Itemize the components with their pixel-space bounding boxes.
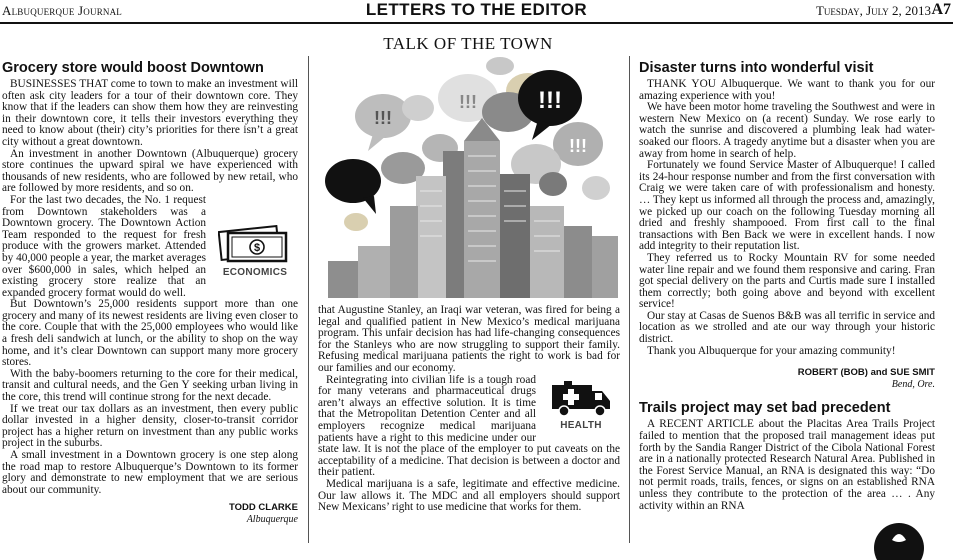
right-location: Bend, Ore.: [891, 378, 935, 390]
downtown-illustration: [318, 56, 620, 298]
right-signature: ROBERT (BOB) and SUE SMIT: [797, 367, 935, 379]
paragraph: A small investment in a Downtown grocery is one step along the road map to restore Albuquerque’s Downtown to its former glory and demonstrate to new employment that we are serious about our community.: [2, 449, 298, 496]
paragraph: If we treat our tax dollars as an investment, then every public dollar invested in a higher density, closer-to-transit corridor project has a higher return on investment than any public works project in the suburbs.: [2, 402, 298, 450]
paragraph: Thank you Albuquerque for your amazing community!: [647, 344, 896, 357]
section-title: LETTERS TO THE EDITOR: [365, 0, 588, 19]
svg-text:$: $: [253, 241, 261, 254]
bubble-exclaim: !!!: [569, 136, 587, 156]
paragraph: A RECENT ARTICLE about the Placitas Area Trails Project failed to mention that the proposed trail management ideas put forth by the Sandia Ranger District of the Cibola National Forest are in a nationally protected Research Natural Area. Published in the Forest Service Manual, an RNA is designated this way: “Do not permit roads, trails, fences, or signs on an established RNA unless they contribute to the protection of the area … . Any activity within an RNA: [639, 418, 935, 512]
bubble-exclaim: !!!: [538, 87, 562, 114]
health-label: HEALTH: [560, 420, 602, 432]
leaf-icon: [874, 520, 924, 560]
paragraph: Our stay at Casas de Suenos B&B was all terrific in service and location as we strolled and ate our way through your historic district.: [639, 309, 935, 346]
page-number: A7: [931, 1, 951, 18]
paragraph: We have been motor home traveling the Southwest and were in western New Mexico on (a recent) Sunday. We rose early to watch the sunrise and discovered a plumbing leak had water-soaked our floors. A tragedy anytime but a disaster when you are away from home in search of help.: [639, 101, 935, 160]
economics-badge: [212, 225, 298, 278]
issue-date: Tuesday, July 2, 2013: [815, 3, 931, 18]
bubble-exclaim: !!!: [459, 92, 477, 112]
right-column: [639, 60, 935, 512]
column-divider: [308, 56, 309, 543]
paragraph: With the baby-boomers returning to the core for their medical, transit and cultural needs, and the Gen Y seeking urban living in the core, this trend will continue strong for the next decade.: [2, 367, 298, 404]
bubble-exclaim: !!!: [374, 108, 392, 128]
left-signature: TODD CLARKE: [229, 502, 298, 514]
paragraph: Reintegrating into civilian life is a tough road for many veterans and pharmaceutical drugs aren’t always an effective solution. It is time that the Metropolitan Detention Center and all employers recognize medical marijuana patients have a right to this medicine under our state law. It is not the place of the employer to put caveats on the acceptability of a medicine. That decision is between a doctor and their patient.: [318, 373, 620, 479]
masthead: [0, 0, 953, 24]
paragraph: Fortunately we found Service Master of Albuquerque! I called its 24-hour response number and from the first conversation with Craig we were taken care of with professionalism and honesty. … They kept us informed all through the process and, amazingly, we picked up our coach on the following Tuesday morning all dried and freshly shampooed. From first call to the final transactions with Ben Back we were in excellent hands. I now add integrity to their reputation list.: [639, 159, 935, 253]
column-divider: [629, 56, 630, 543]
left-headline: Grocery store would boost Downtown: [2, 60, 264, 76]
paragraph: that Augustine Stanley, an Iraqi war veteran, was fired for being a legal and qualified patient in New Mexico’s medical marijuana program. This unfair decision has had life-changing consequences for the Stanleys who are now struggling to support their family. Refusing medical marijuana patients the right to work is bad for our families and our economy.: [318, 304, 620, 374]
center-column: [318, 305, 620, 514]
paragraph: But Downtown’s 25,000 residents support more than one grocery and many of its newest residents are living even closer to the core. Couple that with the 25,000 employees who would like a fresh deli sandwich at lunch, or the ability to shop on the way home, and it’s clear Downtown can support many more grocery stores.: [2, 298, 298, 369]
ambulance-icon: [550, 377, 612, 417]
economics-label: ECONOMICS: [222, 266, 288, 278]
paragraph: BUSINESSES THAT come to town to make an investment will often ask city leaders for a tour of their downtown core. They know that if the leaders can show them how they are reinvesting in their downtown core, it tells their investors everything they need to know about (their) city’s priorities for there isn’t a great city without a great downtown.: [2, 78, 298, 148]
paper-name: Albuquerque Journal: [2, 3, 122, 18]
paragraph: An investment in another Downtown (Albuquerque) grocery store continues the upward spiral we have experienced with thousands of new residents, who are followed by new retail, who are followed by more residents, and so on.: [2, 147, 298, 195]
health-badge: [542, 377, 620, 432]
paragraph: Medical marijuana is a safe, legitimate and effective medicine. Our law allows it. The MDC and all employers should support New Mexicans’ right to use medicine that works for them.: [318, 477, 620, 514]
money-icon: [218, 225, 292, 263]
subheading: TALK OF THE TOWN: [383, 34, 553, 53]
paragraph: For the last two decades, the No. 1 request from Downtown stakeholders was a Downtown grocery. The Downtown Action Team responded to the request for fresh produce with the growers market. Attended by 40,000 people a year, the market averages over $600,000 in sales, which helped an existing grocery store realize that an expanded grocery format would do well.: [2, 193, 206, 299]
right-headline-2: Trails project may set bad precedent: [639, 400, 891, 417]
right-headline-1: Disaster turns into wonderful visit: [639, 60, 874, 76]
paragraph: THANK YOU Albuquerque. We want to thank you for our amazing experience with you!: [639, 78, 935, 102]
left-column: [2, 60, 298, 526]
left-location: Albuquerque: [246, 513, 298, 525]
paragraph: They referred us to Rocky Mountain RV for some needed water line repair and we found them responsive and caring. Fran got special delivery on the parts and Curtis made sure I installed them correctly; both going above and beyond with excellent service!: [639, 251, 935, 311]
